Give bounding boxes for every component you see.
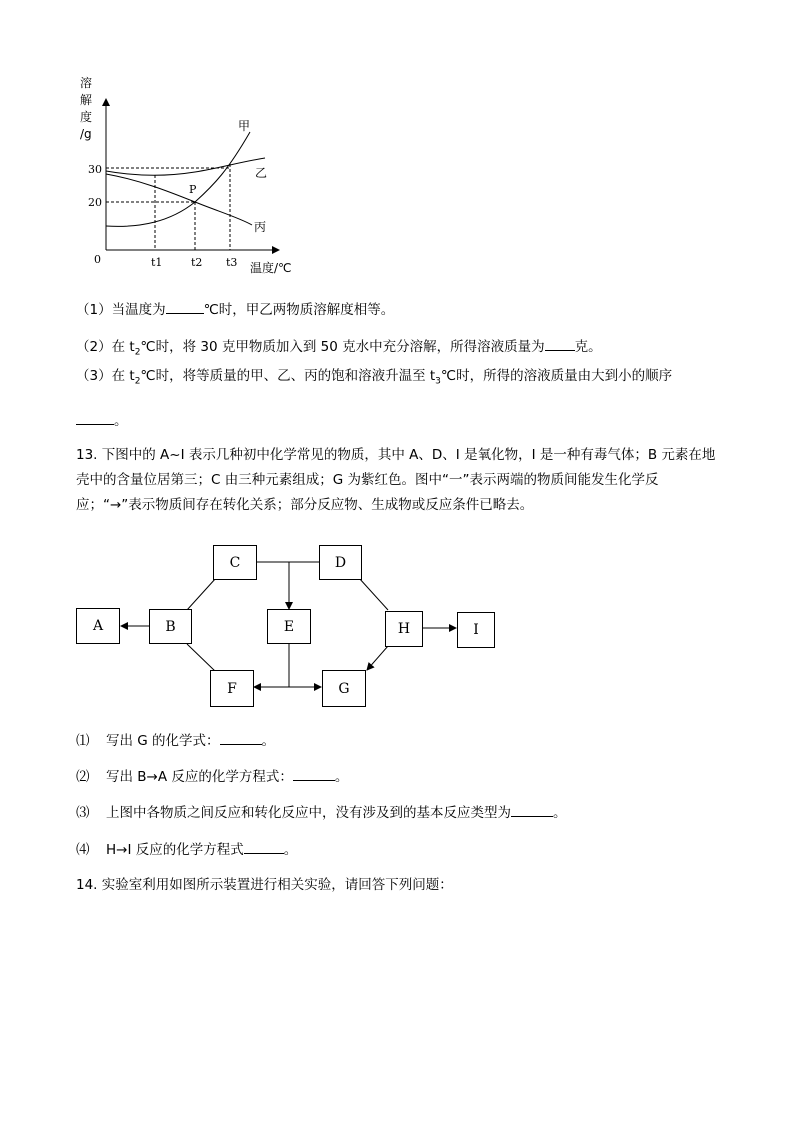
y-tick-30: 30 (88, 163, 102, 176)
q12-part1-pre: （1）当温度为 (76, 302, 166, 318)
curve-yi (106, 158, 265, 175)
q13-sub2-end: 。 (334, 769, 349, 785)
q13-sub3 (76, 802, 567, 822)
link-b-f (187, 644, 216, 672)
q12-part3-blank[interactable] (76, 410, 114, 425)
q12-part3-sub2: 3 (435, 376, 441, 387)
x-axis-label: 温度/℃ (250, 261, 292, 275)
y-axis-char-2: 解 (80, 93, 93, 107)
x-tick-t1: t1 (151, 256, 163, 269)
q12-part2-sub: 2 (134, 347, 141, 358)
link-c-b (187, 578, 216, 610)
q14-text: 14. 实验室利用如图所示装置进行相关实验，请回答下列问题： (76, 877, 453, 893)
q13-sub3-pre: 上图中各物质之间反应和转化反应中，没有涉及到的基本反应类型为 (106, 805, 511, 821)
x-tick-t2: t2 (191, 256, 203, 269)
q13-sub4-num: ⑷ (76, 842, 90, 858)
q12-part2-pre: （2）在 t (76, 339, 135, 355)
q12-part3-sub1: 2 (134, 376, 141, 387)
q12-part1 (76, 299, 394, 319)
x-tick-t3: t3 (226, 256, 238, 269)
q12-part1-post: ℃时，甲乙两物质溶解度相等。 (203, 302, 395, 318)
q13-sub4 (76, 839, 297, 859)
q13-intro: 13. 下图中的 A~I 表示几种初中化学常见的物质，其中 A、D、I 是氧化物，I 是一种有毒气体；B 元素在地壳中的含量位居第三；C 由三种元素组成；G 为紫红色。图中“一”表示两端的物质间能发生化学反应；“→”表示物质间存在转化关系；部分反应物、生成物或反应条件已略去。 (76, 447, 716, 513)
q13-sub1-num: ⑴ (76, 733, 90, 749)
q13-sub4-pre: H→I 反应的化学方程式 (106, 842, 244, 858)
node-a: A (76, 608, 120, 644)
y-axis-char-3: 度 (80, 110, 93, 124)
curve-label-yi: 乙 (255, 166, 268, 180)
solubility-graph (70, 70, 310, 280)
q13-sub2-blank[interactable] (293, 766, 335, 781)
node-b: B (149, 609, 192, 644)
q12-part2 (76, 336, 602, 362)
arrow-h-g (367, 646, 388, 670)
y-axis-unit: /g (80, 127, 92, 141)
q12-part2-post: 克。 (574, 339, 602, 355)
y-tick-20: 20 (88, 196, 102, 209)
q13-sub1-pre: 写出 G 的化学式： (106, 733, 220, 749)
node-e: E (267, 609, 311, 644)
q12-part3 (76, 367, 672, 391)
node-i: I (457, 612, 495, 648)
q13-sub3-num: ⑶ (76, 805, 90, 821)
solubility-graph-svg (70, 70, 310, 280)
curve-label-jia: 甲 (238, 119, 251, 133)
node-d: D (319, 545, 362, 580)
node-g: G (322, 670, 366, 707)
node-f: F (210, 670, 254, 707)
q12-part3-answer-line (76, 410, 128, 430)
q13-sub1-blank[interactable] (220, 730, 262, 745)
q12-part1-blank[interactable] (166, 299, 204, 314)
link-d-h (359, 578, 388, 610)
q13-diagram (70, 540, 510, 715)
q13-sub4-end: 。 (283, 842, 298, 858)
q12-part3-a: （3）在 t (76, 368, 135, 384)
q13-sub3-blank[interactable] (511, 802, 553, 817)
y-axis-char-1: 溶 (80, 76, 93, 90)
q13-sub2-num: ⑵ (76, 769, 90, 785)
q12-part3-c: ℃时，所得的溶液质量由大到小的顺序 (440, 368, 673, 384)
q12-part3-end: 。 (114, 413, 128, 429)
q13-sub3-end: 。 (553, 805, 567, 821)
origin-label: 0 (94, 253, 101, 266)
q13-sub1-end: 。 (261, 733, 276, 749)
point-p-label: P (189, 183, 197, 196)
q13-sub4-blank[interactable] (244, 839, 284, 854)
q12-part2-mid: ℃时，将 30 克甲物质加入到 50 克水中充分溶解，所得溶液质量为 (140, 339, 545, 355)
q13-sub2 (76, 766, 348, 786)
node-c: C (213, 545, 257, 580)
q12-part2-blank[interactable] (545, 336, 575, 351)
q12-part3-b: ℃时，将等质量的甲、乙、丙的饱和溶液升温至 t (140, 368, 436, 384)
q13-sub1 (76, 730, 275, 750)
curve-label-bing: 丙 (254, 220, 267, 234)
node-h: H (385, 611, 423, 647)
q13-sub2-pre: 写出 B→A 反应的化学方程式： (106, 769, 293, 785)
